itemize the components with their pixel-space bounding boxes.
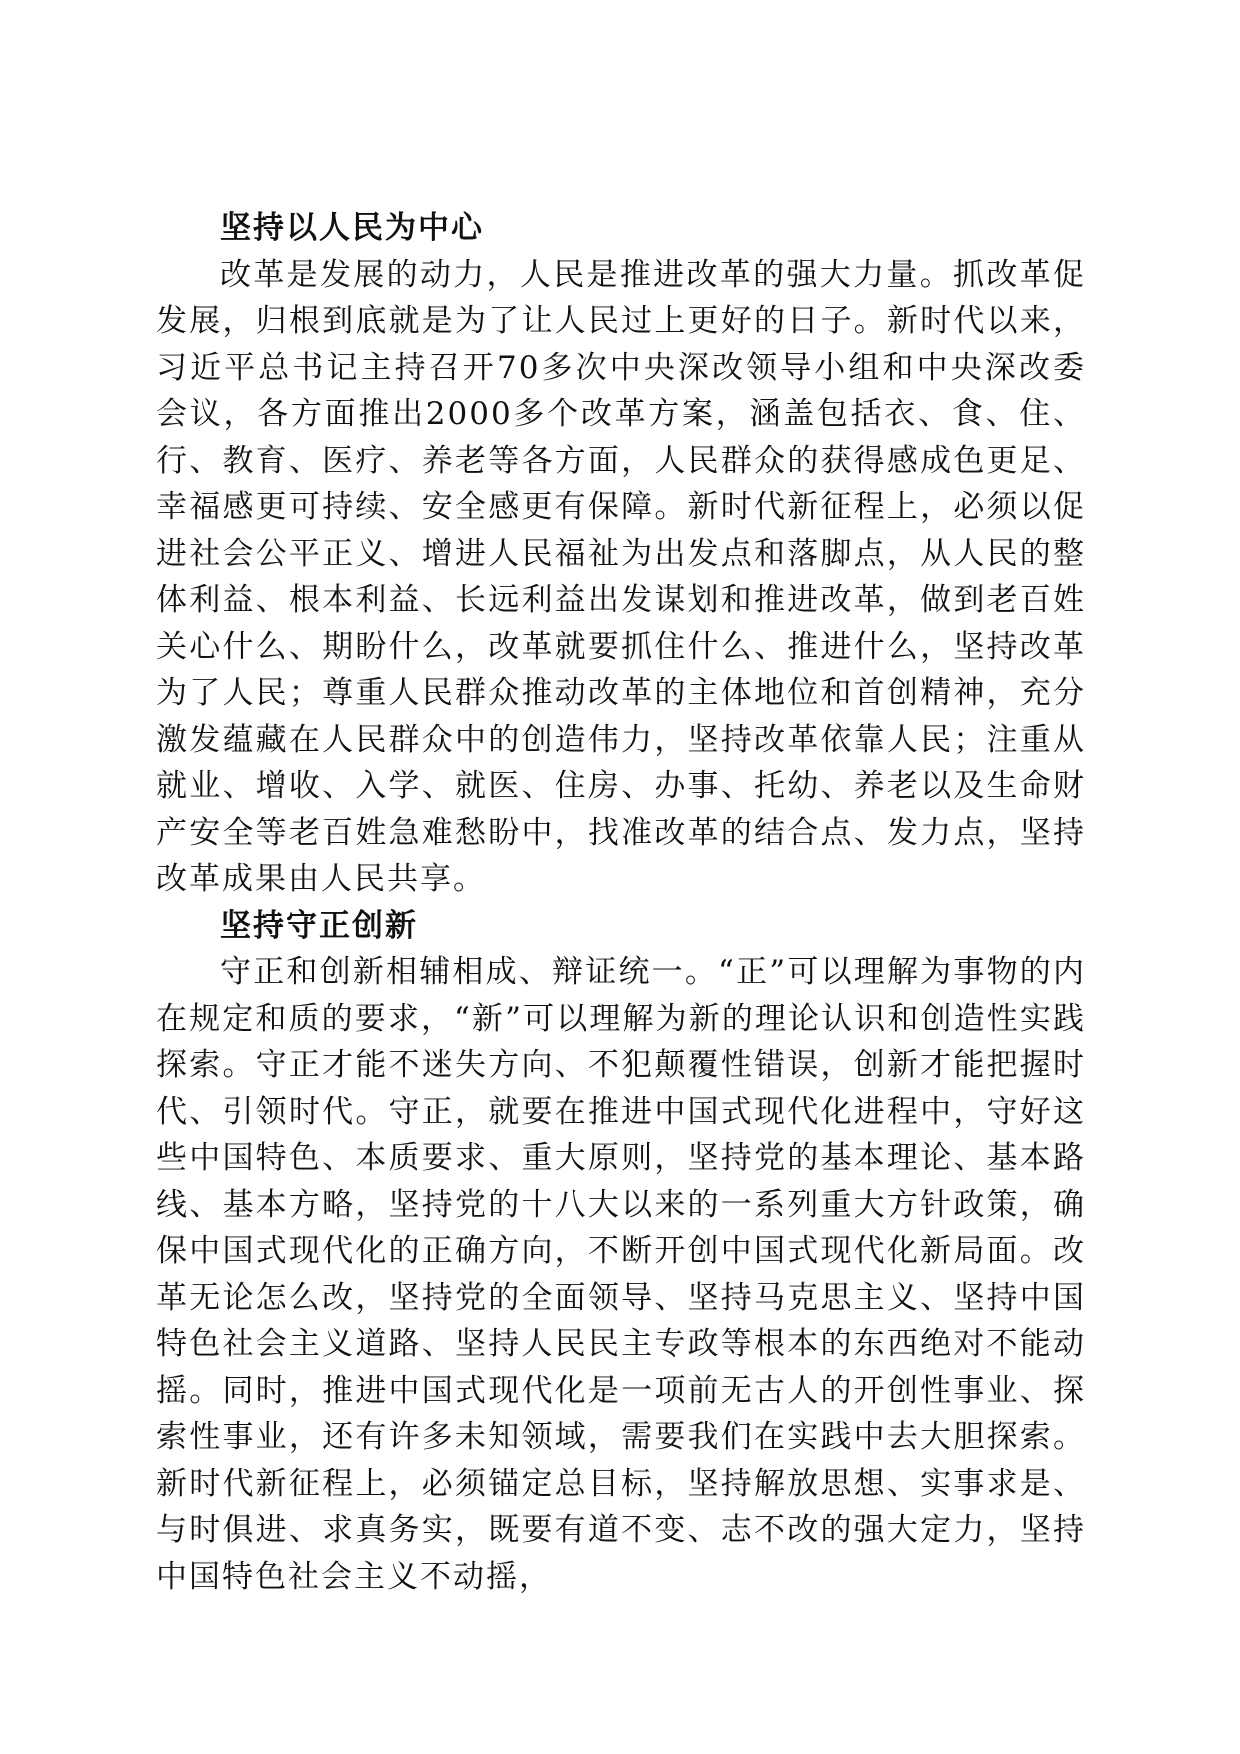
document-body xyxy=(156,205,1086,1600)
section-paragraph-people-centered: 改革是发展的动力，人民是推进改革的强大力量。抓改革促发展，归根到底就是为了让人民过上更好的日子。新时代以来，习近平总书记主持召开70多次中央深改领导小组和中央深改委会议，各方面推出2000多个改革方案，涵盖包括衣、食、住、行、教育、医疗、养老等各方面，人民群众的获得感成色更足、幸福感更可持续、安全感更有保障。新时代新征程上，必须以促进社会公平正义、增进人民福祉为出发点和落脚点，从人民的整体利益、根本利益、长远利益出发谋划和推进改革，做到老百姓关心什么、期盼什么，改革就要抓住什么、推进什么，坚持改革为了人民；尊重人民群众推动改革的主体地位和首创精神，充分激发蕴藏在人民群众中的创造伟力，坚持改革依靠人民；注重从就业、增收、入学、就医、住房、办事、托幼、养老以及生命财产安全等老百姓急难愁盼中，找准改革的结合点、发力点，坚持改革成果由人民共享。 xyxy=(156,256,1086,897)
section-heading-people-centered: 坚持以人民为中心 xyxy=(220,210,484,246)
section-paragraph-innovation: 守正和创新相辅相成、辩证统一。“正”可以理解为事物的内在规定和质的要求，“新”可以理解为新的理论认识和创造性实践探索。守正才能不迷失方向、不犯颠覆性错误，创新才能把握时代、引领时代。守正，就要在推进中国式现代化进程中，守好这些中国特色、本质要求、重大原则，坚持党的基本理论、基本路线、基本方略，坚持党的十八大以来的一系列重大方针政策，确保中国式现代化的正确方向，不断开创中国式现代化新局面。改革无论怎么改，坚持党的全面领导、坚持马克思主义、坚持中国特色社会主义道路、坚持人民民主专政等根本的东西绝对不能动摇。同时，推进中国式现代化是一项前无古人的开创性事业、探索性事业，还有许多未知领域，需要我们在实践中去大胆探索。新时代新征程上，必须锚定总目标，坚持解放思想、实事求是、与时俱进、求真务实，既要有道不变、志不改的强大定力，坚持中国特色社会主义不动摇， xyxy=(156,954,1086,1595)
section-heading-innovation: 坚持守正创新 xyxy=(220,907,418,944)
